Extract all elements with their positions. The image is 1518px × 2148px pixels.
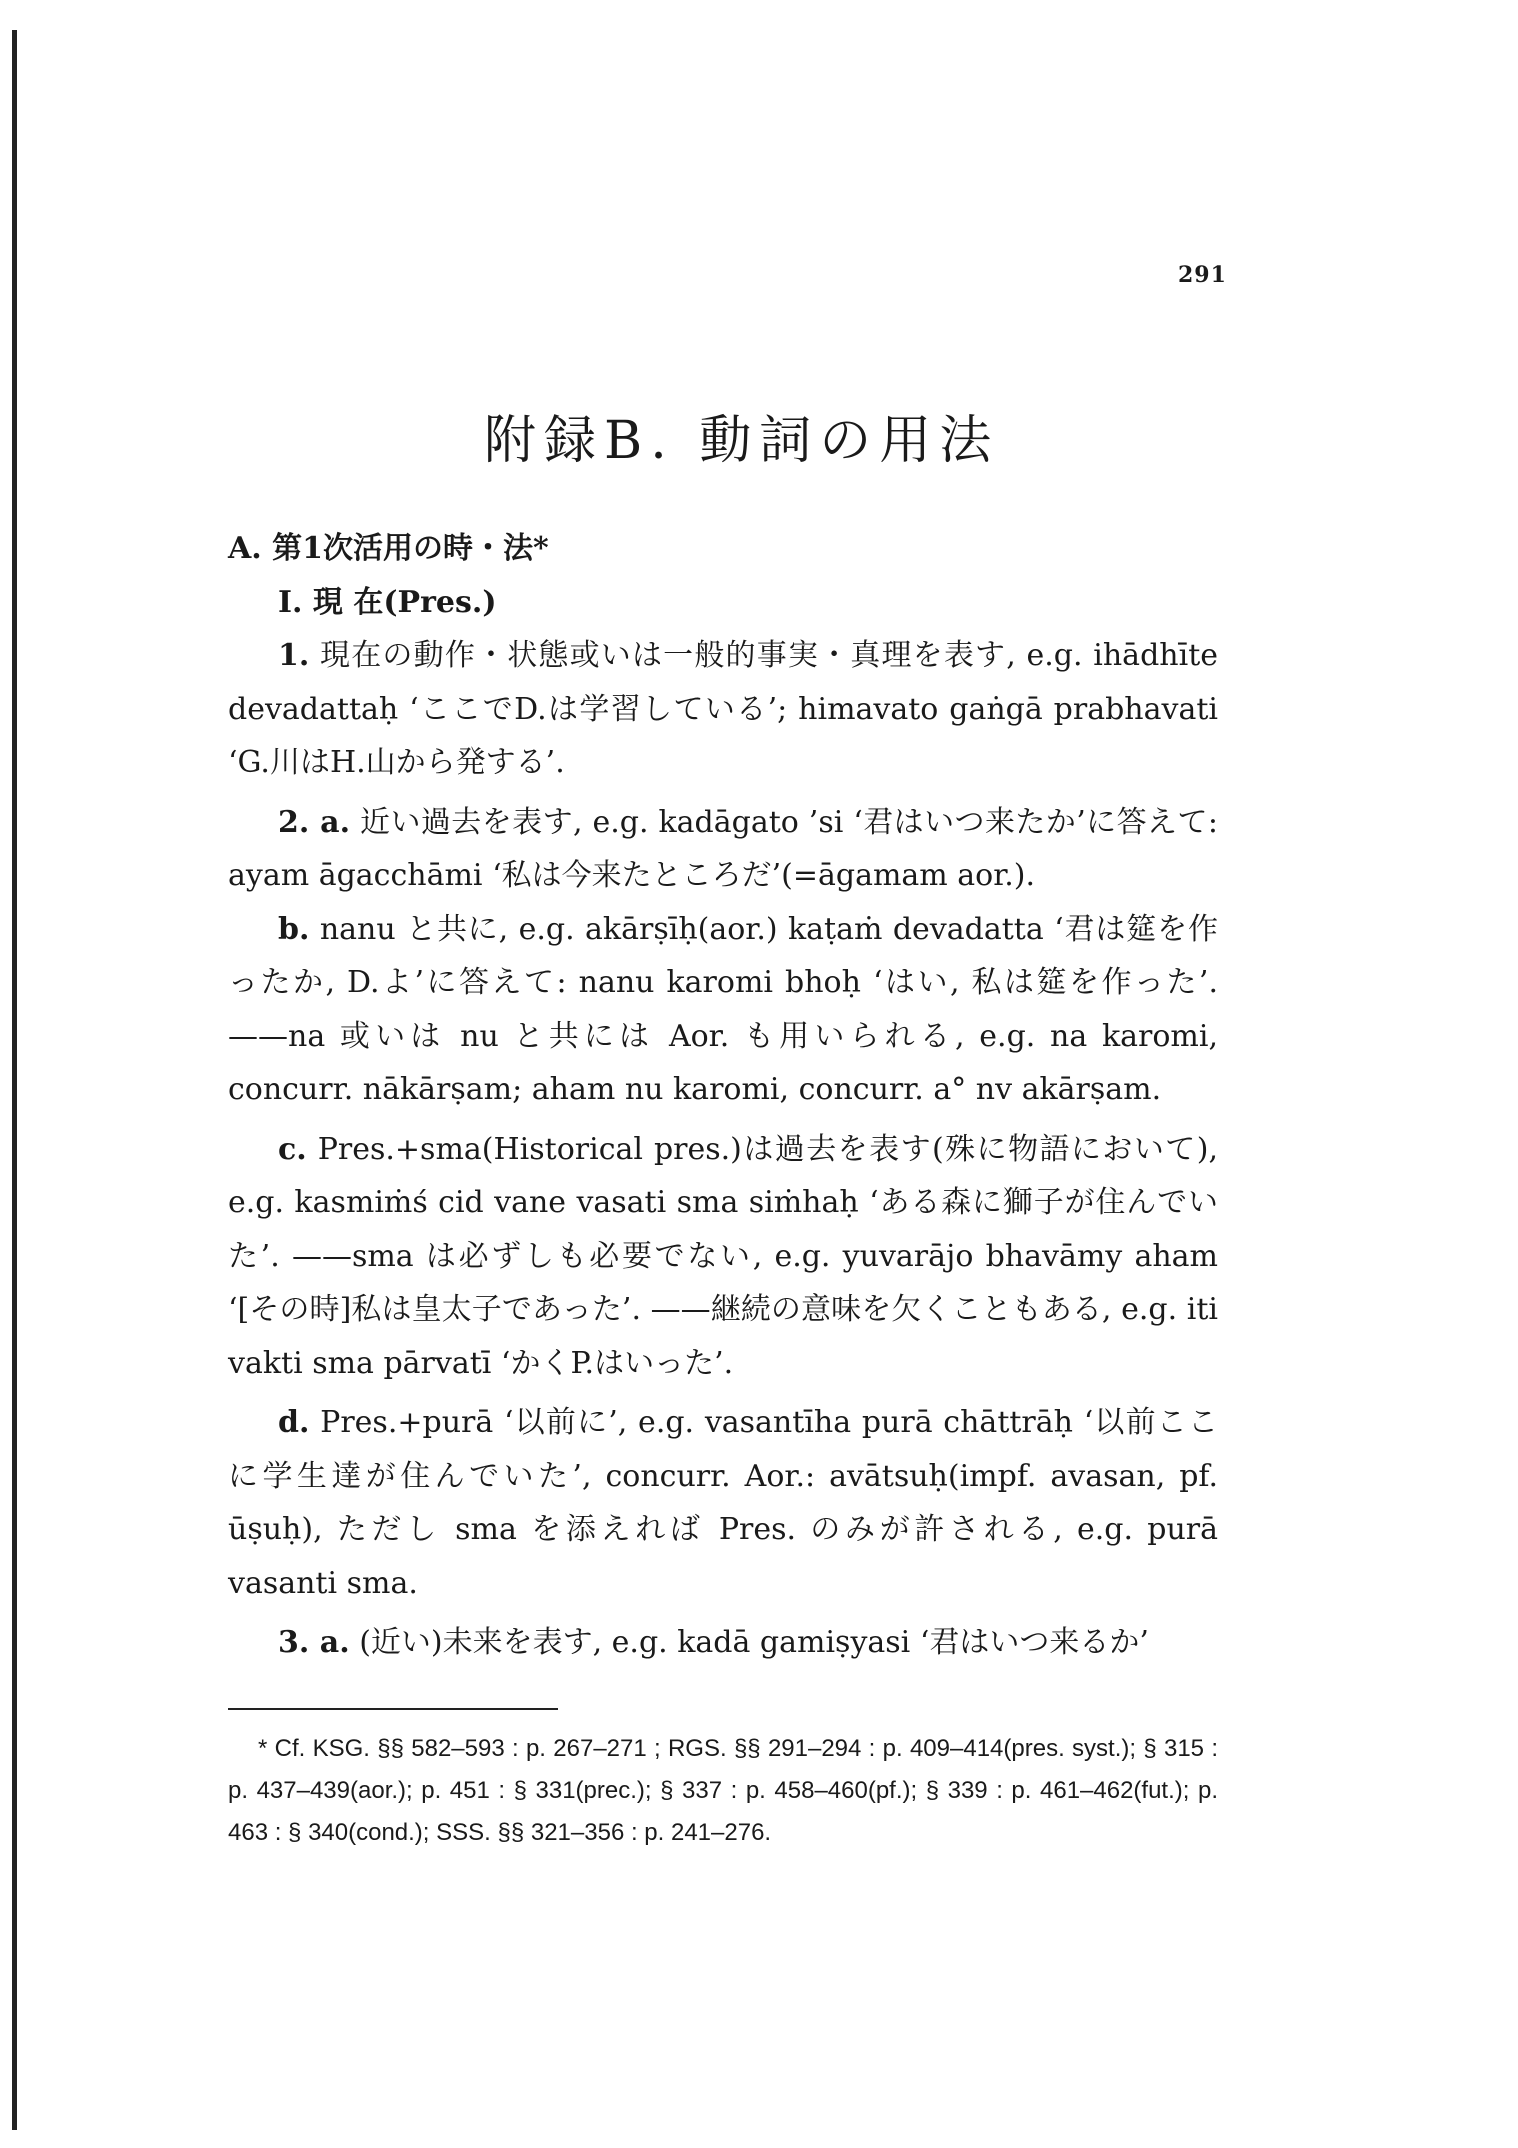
paragraph-text: 現在の動作・状態或いは一般的事実・真理を表す, e.g. ihādhīte devadattaḥ ‘ここでD.は学習している’; himavato gaṅgā prabhavati ‘G.川はH.山から発する’.	[228, 638, 1218, 780]
paragraph-number: 3. a.	[278, 1625, 350, 1660]
paragraph-text: Pres.+sma(Historical pres.)は過去を表す(殊に物語において), e.g. kasmiṁś cid vane vasati sma siṁhaḥ ‘ある森に獅子が住んでいた’. ——sma は必ずしも必要でない, e.g. yuvarājo bhavāmy aham ‘[その時]私は皇太子であった’. ——継続の意味を欠くこともある, e.g. iti vakti sma pārvatī ‘かくP.はいった’.	[228, 1131, 1218, 1381]
paragraph-1	[228, 629, 1218, 790]
paragraph-2c	[228, 1123, 1218, 1391]
paragraph-number: 1.	[278, 638, 310, 673]
paragraph-number: c.	[278, 1131, 307, 1167]
footnote-text: * Cf. KSG. §§ 582–593 : p. 267–271 ; RGS. §§ 291–294 : p. 409–414(pres. syst.); § 315 : p. 437–439(aor.); p. 451 : § 331(prec.); § 337 : p. 458–460(pf.); § 339 : p. 461–462(fut.); p. 463 : § 340(cond.); SSS. §§ 321–356 : p. 241–276.	[228, 1735, 1218, 1846]
scan-edge-line	[12, 30, 17, 2130]
paragraph-2b	[228, 903, 1218, 1117]
paragraph-2a	[228, 796, 1218, 903]
footnote-divider	[228, 1708, 558, 1710]
paragraph-text: nanu と共に, e.g. akārṣīḥ(aor.) kaṭaṁ devadatta ‘君は筵を作ったか, D.よ’に答えて: nanu karomi bhoḥ ‘はい, 私は筵を作った’. ——na 或いは nu と共には Aor. も用いられる, e.g. na karomi, concurr. nākārṣam; aham nu karomi, concurr. a° nv akārṣam.	[228, 911, 1218, 1107]
sub-heading: I. 現 在(Pres.)	[278, 584, 497, 620]
paragraph-number: d.	[278, 1405, 310, 1440]
paragraph-2d	[228, 1396, 1218, 1610]
footnote	[228, 1728, 1218, 1854]
page-title: 附録B. 動詞の用法	[484, 411, 1000, 471]
page-number: 291	[1178, 262, 1227, 288]
paragraph-number: 2. a.	[278, 804, 351, 840]
paragraph-text: 近い過去を表す, e.g. kadāgato ’si ‘君はいつ来たか’に答えて: ayam āgacchāmi ‘私は今来たところだ’(=āgamam aor.).	[228, 804, 1218, 893]
paragraph-number: b.	[278, 911, 310, 947]
paragraph-text: (近い)未来を表す, e.g. kadā gamiṣyasi ‘君はいつ来るか’	[349, 1625, 1149, 1660]
paragraph-3a	[228, 1616, 1218, 1670]
main-text	[228, 522, 1218, 1670]
section-heading: A. 第1次活用の時・法*	[228, 531, 549, 566]
paragraph-text: Pres.+purā ‘以前に’, e.g. vasantīha purā chāttrāḥ ‘以前ここに学生達が住んでいた’, concurr. Aor.: avātsuḥ(impf. avasan, pf. ūṣuḥ), ただし sma を添えれば Pres. のみが許される, e.g. purā vasanti sma.	[228, 1405, 1218, 1601]
